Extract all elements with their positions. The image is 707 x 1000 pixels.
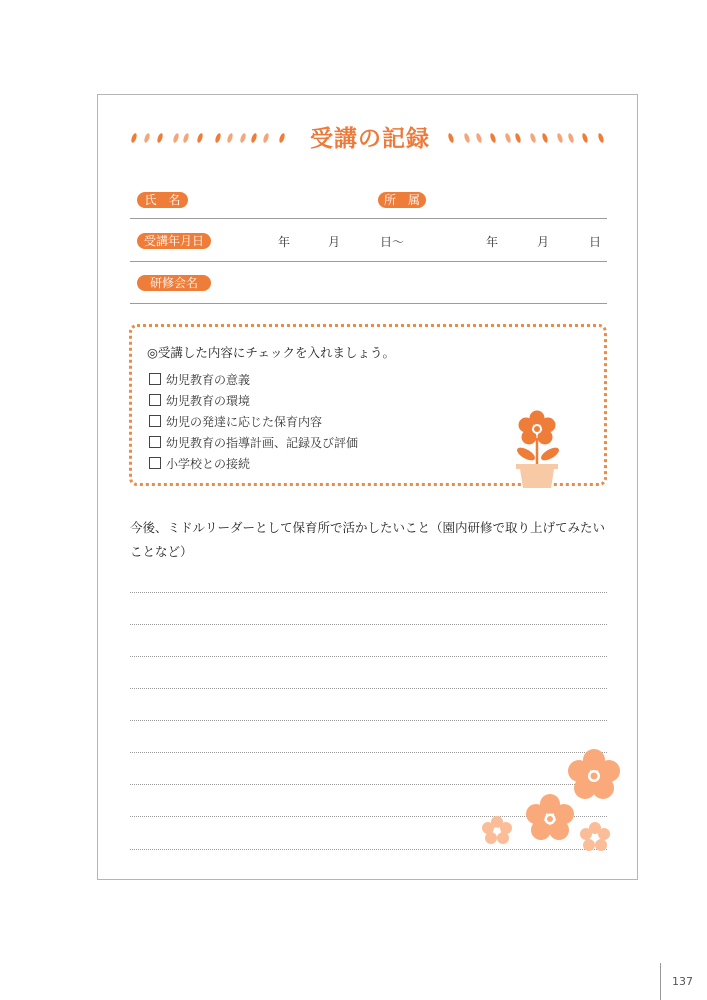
flower-cluster-icon [478, 748, 624, 864]
checklist-item-label: 小学校との接続 [166, 457, 251, 471]
checklist-item[interactable] [149, 455, 250, 472]
checkbox[interactable] [149, 373, 161, 385]
checkbox[interactable] [149, 415, 161, 427]
checklist-item[interactable] [149, 434, 358, 451]
checklist-item-label: 幼児教育の指導計画、記録及び評価 [166, 436, 359, 450]
checkbox[interactable] [149, 457, 161, 469]
date-month-end: 月 [537, 235, 550, 249]
page-number: 137 [672, 975, 693, 988]
writing-line[interactable] [130, 720, 607, 721]
training-label: 研修会名 [137, 275, 211, 291]
checklist-item-label: 幼児教育の環境 [166, 394, 251, 408]
checklist-item[interactable] [149, 413, 322, 430]
writing-line[interactable] [130, 656, 607, 657]
writing-line[interactable] [130, 624, 607, 625]
writing-line[interactable] [130, 592, 607, 593]
name-label: 氏 名 [137, 192, 188, 208]
date-year-start: 年 [278, 235, 291, 249]
date-month-start: 月 [328, 235, 341, 249]
checklist-item[interactable] [149, 371, 250, 388]
title-row [130, 120, 610, 156]
page-number-divider [660, 963, 661, 1000]
checkbox[interactable] [149, 394, 161, 406]
checklist-heading: ◎受講した内容にチェックを入れましょう。 [147, 345, 396, 360]
page-title: 受講の記録 [310, 126, 430, 152]
training-line[interactable] [130, 303, 607, 304]
writing-line[interactable] [130, 688, 607, 689]
reflection-question: 今後、ミドルリーダーとして保育所で活かしたいこと（園内研修で取り上げてみたいことなど） [130, 520, 606, 559]
date-day-end: 日 [589, 235, 602, 249]
name-line[interactable] [130, 218, 607, 219]
checklist-item-label: 幼児教育の意義 [166, 373, 251, 387]
date-year-end: 年 [486, 235, 499, 249]
checklist-item-label: 幼児の発達に応じた保育内容 [166, 415, 323, 429]
potted-flower-icon [508, 408, 568, 490]
affiliation-label: 所 属 [378, 192, 426, 208]
date-day-start: 日～ [380, 235, 405, 249]
leaf-decoration-right-icon [445, 129, 610, 147]
checklist-item[interactable] [149, 392, 250, 409]
date-label: 受講年月日 [137, 233, 211, 249]
date-line[interactable] [130, 261, 607, 262]
checkbox[interactable] [149, 436, 161, 448]
